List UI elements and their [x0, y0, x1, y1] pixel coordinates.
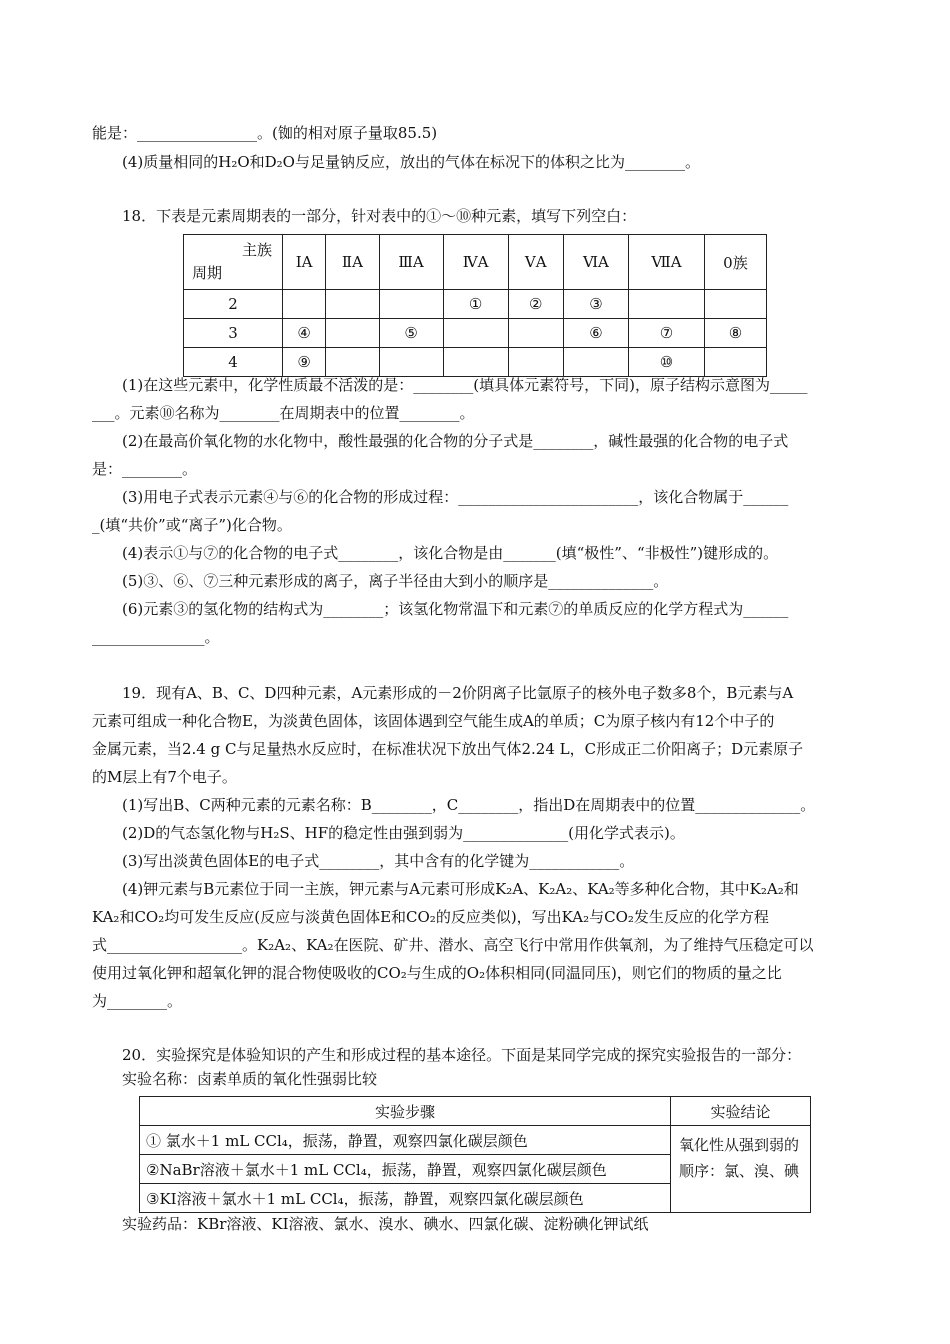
- table-cell: [563, 348, 628, 377]
- experiment-step: ③KI溶液＋氯水＋1 mL CCl₄，振荡，静置，观察四氯化碳层颜色: [140, 1184, 671, 1213]
- text-line: (6)元素③的氢化物的结构式为________；该氢化物常温下和元素⑦的单质反应的化学方程式为______: [122, 600, 789, 618]
- table-cell: [704, 290, 766, 319]
- group-header: 0族: [704, 235, 766, 290]
- table-row: [184, 290, 767, 319]
- table-cell: ④: [283, 319, 326, 348]
- text-line: 为________。: [92, 992, 183, 1010]
- table-cell: [443, 319, 508, 348]
- period-cell: 4: [184, 348, 283, 377]
- question-20-intro: 20．实验探究是体验知识的产生和形成过程的基本途径。下面是某同学完成的探究实验报告的一部分：: [122, 1046, 802, 1064]
- text-line: (4)质量相同的H₂O和D₂O与足量钠反应，放出的气体在标况下的体积之比为________。: [122, 153, 700, 171]
- experiment-step: ① 氯水＋1 mL CCl₄，振荡，静置，观察四氯化碳层颜色: [140, 1126, 671, 1155]
- experiment-conclusion: 氧化性从强到弱的顺序：氯、溴、碘: [671, 1126, 811, 1213]
- text-line: (1)写出B、C两种元素的元素名称：B________，C________，指出D在周期表中的位置______________。: [122, 796, 816, 814]
- table-cell: ③: [563, 290, 628, 319]
- group-header: ⅣA: [443, 235, 508, 290]
- table-cell: ⑥: [563, 319, 628, 348]
- text-line: _(填“共价”或“离子”)化合物。: [92, 516, 292, 534]
- table-corner-header: 主族 周期: [184, 235, 283, 290]
- period-cell: 2: [184, 290, 283, 319]
- text-line: 是：________。: [92, 460, 198, 478]
- table-row: [184, 348, 767, 377]
- group-header: ⅡA: [326, 235, 380, 290]
- group-header: ⅦA: [629, 235, 705, 290]
- table-cell: ⑦: [629, 319, 705, 348]
- text-line: KA₂和CO₂均可发生反应(反应与淡黄色固体E和CO₂的反应类似)，写出KA₂与CO₂发生反应的化学方程: [92, 908, 769, 926]
- column-header-conclusion: 实验结论: [671, 1097, 811, 1126]
- text-line: 金属元素，当2.4 g C与足量热水反应时，在标准状况下放出气体2.24 L，C形成正二价阳离子；D元素原子: [92, 740, 804, 758]
- table-cell: ⑧: [704, 319, 766, 348]
- table-cell: [704, 348, 766, 377]
- table-cell: ⑨: [283, 348, 326, 377]
- text-line: _______________。: [92, 628, 220, 646]
- text-line: (1)在这些元素中，化学性质最不活泼的是：________(填具体元素符号，下同)，原子结构示意图为_____: [122, 376, 808, 394]
- table-cell: ⑩: [629, 348, 705, 377]
- table-cell: [326, 290, 380, 319]
- table-row: [184, 319, 767, 348]
- text-line: 19．现有A、B、C、D四种元素，A元素形成的－2价阴离子比氩原子的核外电子数多8个，B元素与A: [122, 684, 794, 702]
- table-cell: [283, 290, 326, 319]
- text-line: (2)在最高价氧化物的水化物中，酸性最强的化合物的分子式是________，碱性最强的化合物的电子式: [122, 432, 789, 450]
- group-header: ⅢA: [379, 235, 443, 290]
- experiment-table: [139, 1096, 811, 1213]
- periodic-table-fragment: [183, 234, 767, 377]
- table-cell: [379, 348, 443, 377]
- text-line: 的M层上有7个电子。: [92, 768, 237, 786]
- experiment-name: 实验名称：卤素单质的氧化性强弱比较: [122, 1070, 378, 1088]
- period-cell: 3: [184, 319, 283, 348]
- text-line: (4)表示①与⑦的化合物的电子式________，该化合物是由_______(填“极性”、“非极性”)键形成的。: [122, 544, 779, 562]
- table-cell: ①: [443, 290, 508, 319]
- table-cell: [379, 290, 443, 319]
- text-line: (2)D的气态氢化物与H₂S、HF的稳定性由强到弱为______________(用化学式表示)。: [122, 824, 685, 842]
- text-line: ___。元素⑩名称为________在周期表中的位置________。: [92, 404, 475, 422]
- group-header: ⅤA: [508, 235, 563, 290]
- table-cell: [443, 348, 508, 377]
- question-18-intro: 18．下表是元素周期表的一部分，针对表中的①～⑩种元素，填写下列空白：: [122, 207, 637, 225]
- text-line: (5)③、⑥、⑦三种元素形成的离子，离子半径由大到小的顺序是______________。: [122, 572, 669, 590]
- experiment-reagents: 实验药品：KBr溶液、KI溶液、氯水、溴水、碘水、四氯化碳、淀粉碘化钾试纸: [122, 1215, 649, 1233]
- group-header: ⅥA: [563, 235, 628, 290]
- group-header: ⅠA: [283, 235, 326, 290]
- text-line: 使用过氧化钾和超氧化钾的混合物使吸收的CO₂与生成的O₂体积相同(同温同压)，则它们的物质的量之比: [92, 964, 782, 982]
- text-line: 元素可组成一种化合物E，为淡黄色固体，该固体遇到空气能生成A的单质；C为原子核内有12个中子的: [92, 712, 775, 730]
- experiment-step: ②NaBr溶液＋氯水＋1 mL CCl₄，振荡，静置，观察四氯化碳层颜色: [140, 1155, 671, 1184]
- table-cell: [629, 290, 705, 319]
- text-line: 式__________________。K₂A₂、KA₂在医院、矿井、潜水、高空飞行中常用作供氧剂，为了维持气压稳定可以: [92, 936, 814, 954]
- column-header-steps: 实验步骤: [140, 1097, 671, 1126]
- text-line: (4)钾元素与B元素位于同一主族，钾元素与A元素可形成K₂A、K₂A₂、KA₂等多种化合物，其中K₂A₂和: [122, 880, 799, 898]
- text-line: 能是：________________。(铷的相对原子量取85.5): [92, 124, 438, 142]
- text-line: (3)写出淡黄色固体E的电子式________，其中含有的化学键为____________。: [122, 852, 635, 870]
- table-cell: [326, 319, 380, 348]
- table-cell: [508, 319, 563, 348]
- table-cell: ②: [508, 290, 563, 319]
- table-cell: [508, 348, 563, 377]
- table-cell: [326, 348, 380, 377]
- text-line: (3)用电子式表示元素④与⑥的化合物的形成过程：________________________，该化合物属于______: [122, 488, 789, 506]
- table-cell: ⑤: [379, 319, 443, 348]
